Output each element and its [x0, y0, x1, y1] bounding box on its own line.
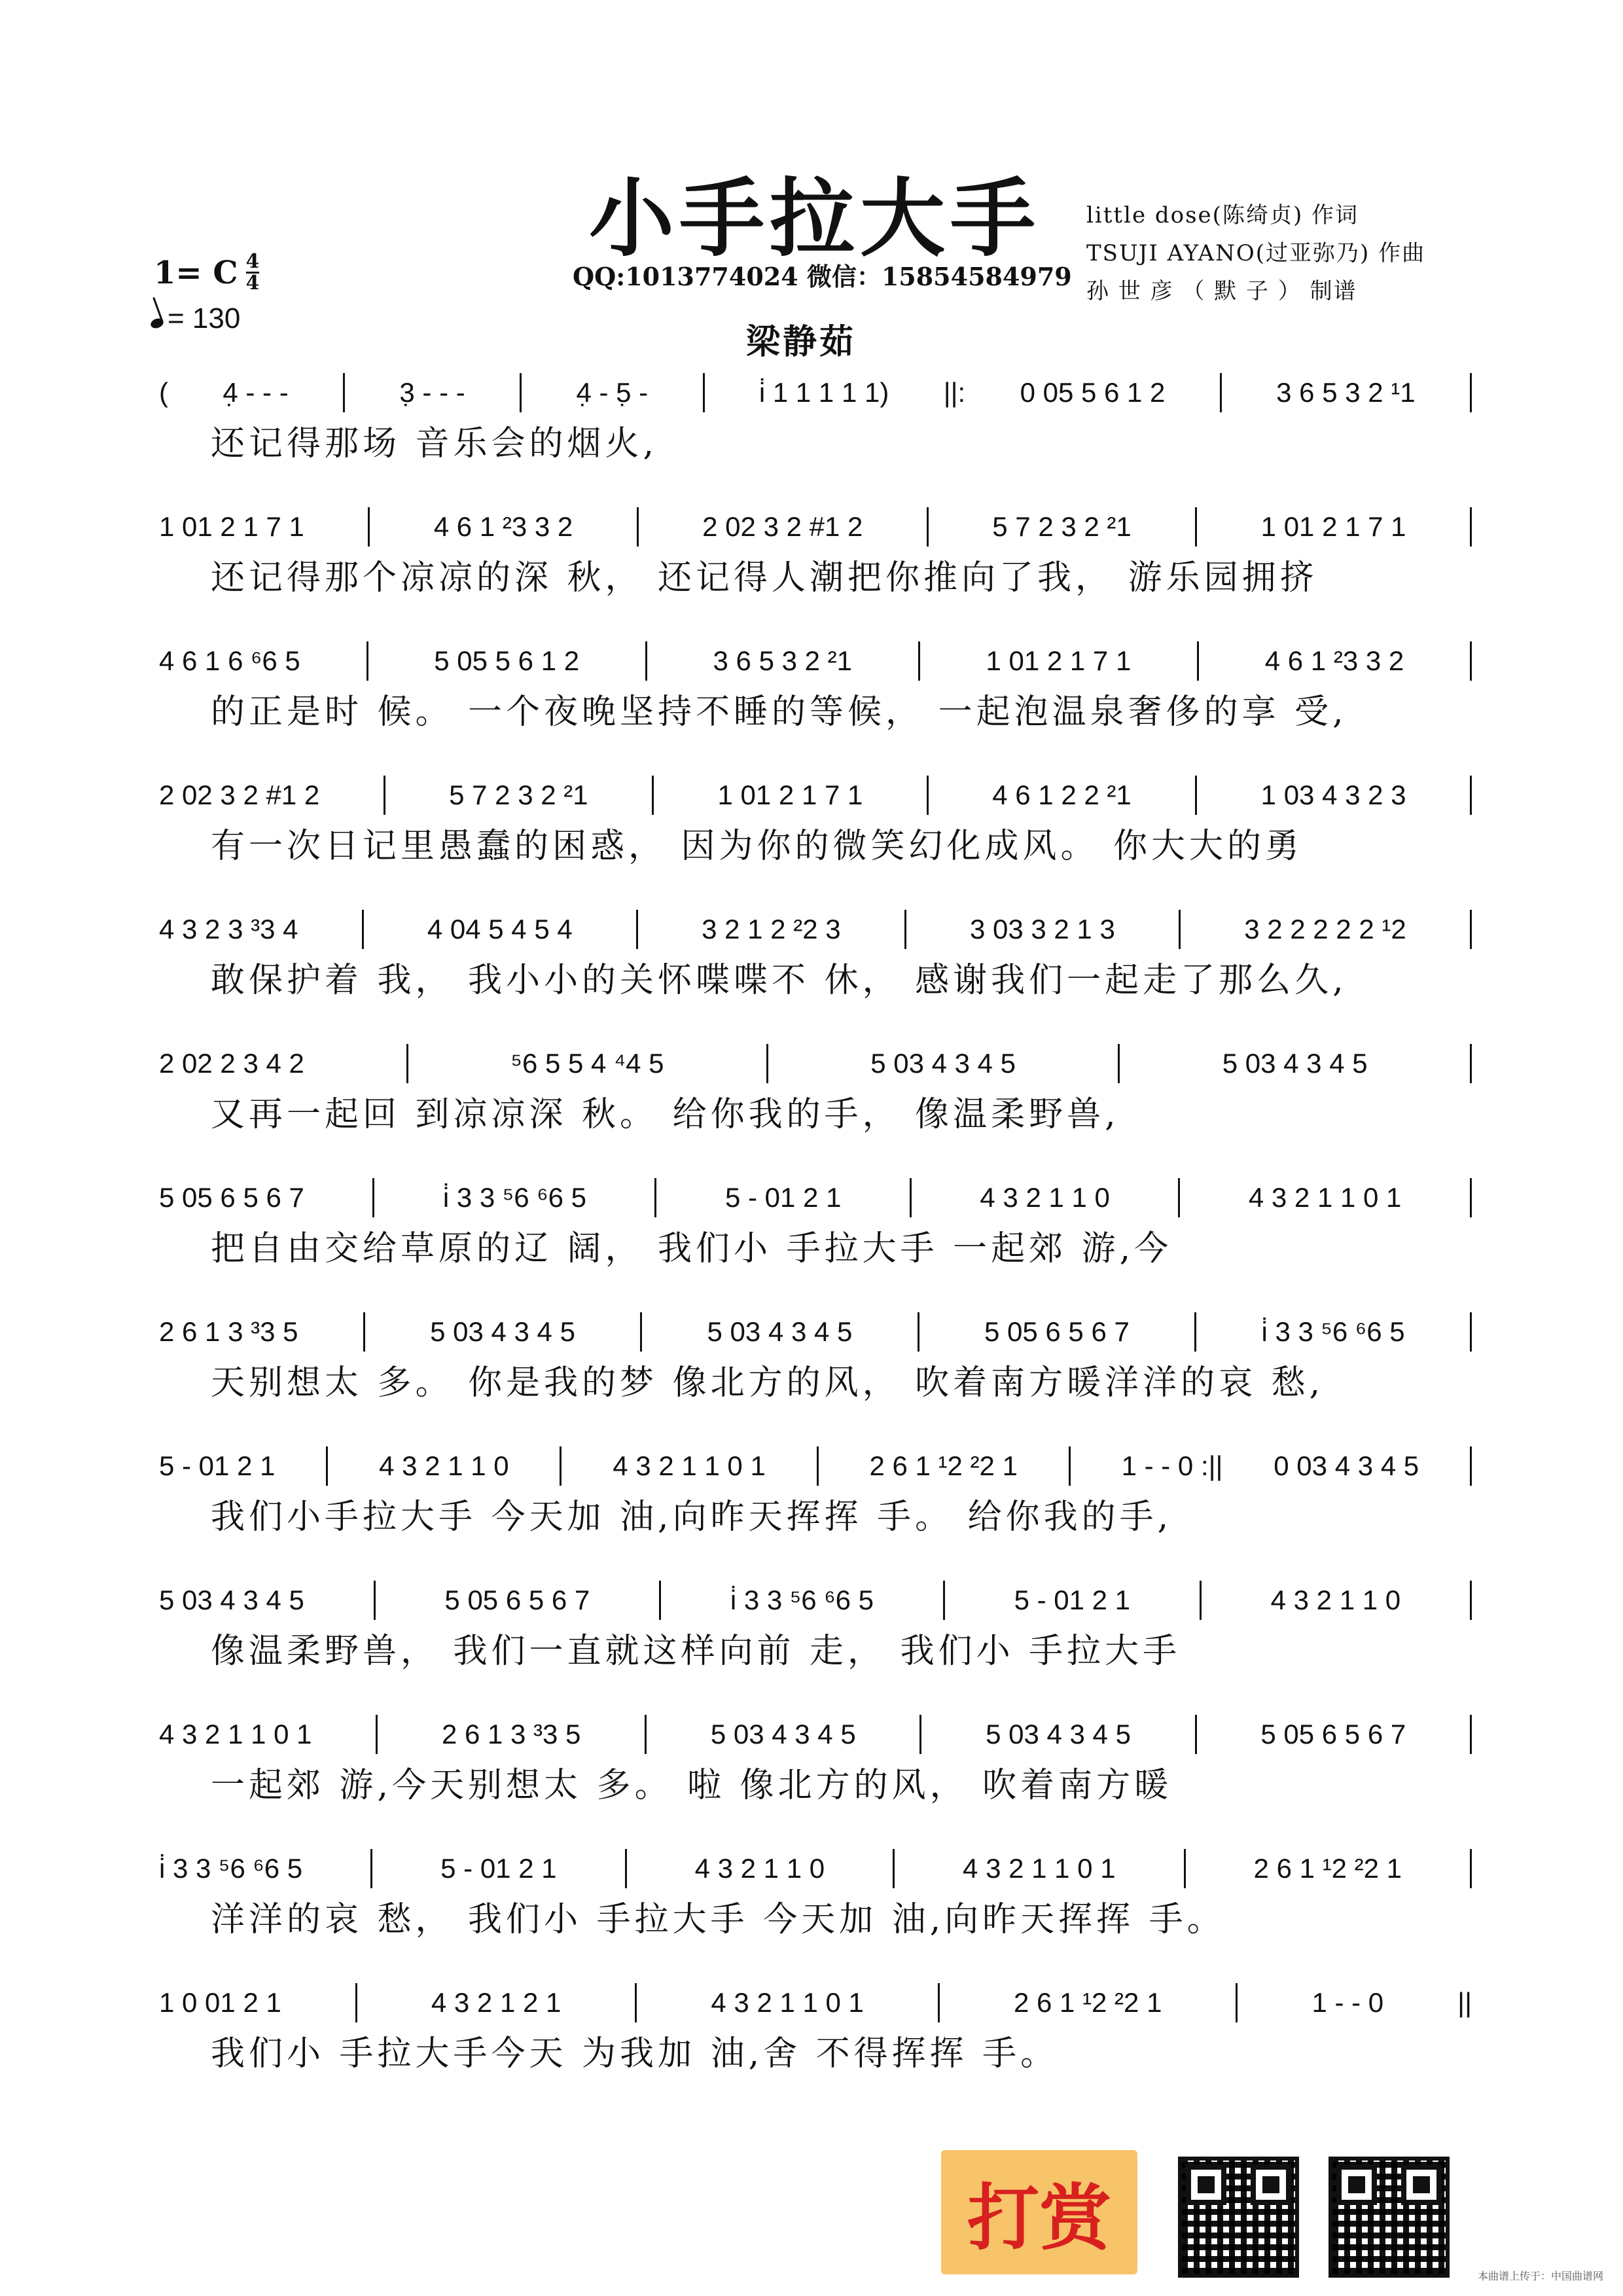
- bar-line: [1470, 1178, 1472, 1217]
- bar-line: [366, 641, 368, 681]
- measure: 4 3 2 1 1 0 1: [1248, 1182, 1402, 1213]
- bar-line: [654, 1178, 656, 1217]
- measure: 5 - 01 2 1: [724, 1182, 842, 1213]
- bar-line: [817, 1446, 819, 1486]
- bar-line: [363, 1312, 365, 1352]
- measure: 5 03 4 3 4 5: [710, 1719, 856, 1749]
- bar-line: [343, 373, 345, 412]
- measure: 5 03 4 3 4 5: [159, 1585, 304, 1615]
- bar-line: [1184, 1849, 1186, 1888]
- score-system: [152, 1044, 1477, 1141]
- quarter-note-icon: [149, 317, 165, 330]
- measure: 2 6 1 ¹2 ²2 1: [1013, 1987, 1162, 2018]
- notation-line: [152, 1715, 1477, 1754]
- measure: 4 3 2 1 1 0 1: [711, 1987, 864, 2018]
- measure: 4 3 2 1 1 0: [379, 1450, 509, 1481]
- score-system: [152, 776, 1477, 872]
- measure: 4̣ - - -: [223, 377, 289, 408]
- measure: 4̣ - 5̣ -: [576, 377, 649, 408]
- score-system: [152, 1312, 1477, 1409]
- reward-button[interactable]: 打赏: [941, 2150, 1137, 2274]
- score-system: [152, 507, 1477, 604]
- bar-line: [1470, 1044, 1472, 1083]
- measure: 1 01 2 1 7 1: [717, 780, 863, 810]
- bar-line: [635, 1983, 637, 2022]
- bar-line: [1470, 776, 1472, 815]
- time-signature-bottom: 4: [245, 272, 260, 295]
- measure: 5 - 01 2 1: [1014, 1585, 1131, 1615]
- measure: ||: [1457, 1987, 1472, 2018]
- qr-code-icon: [1329, 2157, 1450, 2278]
- measure: 5 7 2 3 2 ²1: [449, 780, 588, 810]
- time-signature: [246, 252, 260, 293]
- bar-line: [1470, 1849, 1472, 1888]
- contact-info: QQ:1013774024 微信：15854584979: [573, 262, 1072, 291]
- score-system: [152, 641, 1477, 738]
- lyrics-line: 我们小 手拉大手今天 为我加 油,舍 不得挥挥 手。: [211, 2034, 1059, 2073]
- bar-line: [326, 1446, 328, 1486]
- measure: 5 03 4 3 4 5: [986, 1719, 1131, 1749]
- lyrics-line: 敢保护着 我， 我小小的关怀喋喋不 休， 感谢我们一起走了那么久,: [211, 961, 1347, 1000]
- measure: 4 3 2 1 1 0: [1270, 1585, 1401, 1615]
- bar-line: [1194, 1312, 1196, 1352]
- bar-line: [374, 1581, 376, 1620]
- measure: 4 3 2 1 1 0: [980, 1182, 1110, 1213]
- bar-line: [636, 910, 638, 949]
- score-system: [152, 1983, 1477, 2080]
- measure: 2 02 3 2 #1 2: [159, 780, 320, 810]
- qr-code-icon: [1178, 2157, 1299, 2278]
- lyrics-line: 又再一起回 到凉凉深 秋。 给你我的手， 像温柔野兽,: [211, 1095, 1120, 1134]
- bar-line: [943, 1581, 945, 1620]
- measure: 4 3 2 1 1 0 1: [159, 1719, 312, 1749]
- bar-line: [645, 641, 647, 681]
- measure: 2 6 1 ¹2 ²2 1: [1253, 1853, 1402, 1884]
- bar-line: [362, 910, 364, 949]
- bar-line: [383, 776, 385, 815]
- measure: 5 7 2 3 2 ²1: [992, 511, 1132, 542]
- measure: 1 - - 0 :||: [1121, 1450, 1223, 1481]
- measure: 3 03 3 2 1 3: [969, 914, 1115, 944]
- measure: 4 3 2 1 1 0: [694, 1853, 825, 1884]
- measure: 1 0 01 2 1: [159, 1987, 281, 2018]
- measure: 4 3 2 3 ³3 4: [159, 914, 298, 944]
- measure: 5 03 4 3 4 5: [430, 1316, 575, 1347]
- measure: 5 05 6 5 6 7: [984, 1316, 1130, 1347]
- measure: 1 01 2 1 7 1: [159, 511, 304, 542]
- tempo-value: = 130: [168, 302, 241, 334]
- score-system: [152, 1715, 1477, 1812]
- bar-line: [893, 1849, 895, 1888]
- measure: 4 3 2 1 1 0 1: [613, 1450, 766, 1481]
- bar-line: [703, 373, 705, 412]
- bar-line: [1200, 1581, 1202, 1620]
- composer-credit: TSUJI AYANO(过亚弥乃) 作曲: [1086, 240, 1426, 266]
- measure: 4 3 2 1 2 1: [431, 1987, 562, 2018]
- bar-line: [1470, 507, 1472, 547]
- measure: 5 - 01 2 1: [159, 1450, 276, 1481]
- measure: 3 6 5 3 2 ¹1: [1276, 377, 1416, 408]
- bar-line: [1197, 641, 1199, 681]
- notation-line: [152, 1446, 1477, 1486]
- bar-line: [918, 1312, 919, 1352]
- measure: 3 2 2 2 2 2 ¹2: [1244, 914, 1406, 944]
- score-system: [152, 1178, 1477, 1275]
- measure: 5 05 6 5 6 7: [444, 1585, 590, 1615]
- score-system: [152, 910, 1477, 1007]
- bar-line: [1470, 373, 1472, 412]
- lyrics-line: 像温柔野兽， 我们一直就这样向前 走， 我们小 手拉大手: [211, 1632, 1181, 1671]
- bar-line: [910, 1178, 912, 1217]
- measure: 4 3 2 1 1 0 1: [963, 1853, 1116, 1884]
- bar-line: [1195, 776, 1197, 815]
- measure: 1 - - 0: [1311, 1987, 1384, 2018]
- measure: 3 6 5 3 2 ²1: [713, 645, 853, 676]
- score-system: [152, 1446, 1477, 1543]
- notation-line: [152, 507, 1477, 547]
- bar-line: [637, 507, 639, 547]
- bar-line: [406, 1044, 408, 1083]
- tempo-marking: [151, 302, 240, 335]
- bar-line: [766, 1044, 768, 1083]
- notation-line: [152, 1044, 1477, 1083]
- bar-line: [1179, 910, 1181, 949]
- measure: 0 03 4 3 4 5: [1274, 1450, 1419, 1481]
- bar-line: [1470, 641, 1472, 681]
- measure: 3̣ - - -: [399, 377, 465, 408]
- notation-line: [152, 1178, 1477, 1217]
- score-system: [152, 1849, 1477, 1946]
- bar-line: [1470, 1312, 1472, 1352]
- measure: 5 - 01 2 1: [440, 1853, 557, 1884]
- bar-line: [1195, 507, 1197, 547]
- notation-line: [152, 1983, 1477, 2022]
- bar-line: [560, 1446, 562, 1486]
- lyrics-line: 还记得那个凉凉的深 秋， 还记得人潮把你推向了我， 游乐园拥挤: [211, 558, 1318, 598]
- bar-line: [625, 1849, 627, 1888]
- bar-line: [370, 1849, 372, 1888]
- measure: 4 6 1 2 2 ²1: [992, 780, 1132, 810]
- measure: 5 03 4 3 4 5: [707, 1316, 853, 1347]
- time-signature-top: 4: [245, 250, 260, 273]
- measure: 2 02 3 2 #1 2: [702, 511, 863, 542]
- notation-line: [152, 1849, 1477, 1888]
- measure: 5 05 5 6 1 2: [434, 645, 580, 676]
- measure: 5 03 4 3 4 5: [870, 1048, 1016, 1079]
- bar-line: [520, 373, 522, 412]
- bar-line: [1470, 1446, 1472, 1486]
- measure: 3 2 1 2 ²2 3: [702, 914, 841, 944]
- measure: 4 6 1 6 ⁶6 5: [159, 645, 300, 676]
- bar-line: [1178, 1178, 1180, 1217]
- lyrics-line: 的正是时 候。 一个夜晚坚持不睡的等候， 一起泡温泉奢侈的享 受,: [211, 692, 1347, 732]
- measure: 0 05 5 6 1 2: [1020, 377, 1166, 408]
- lyrics-line: 我们小手拉大手 今天加 油,向昨天挥挥 手。 给你我的手,: [211, 1498, 1173, 1537]
- bar-line: [1470, 910, 1472, 949]
- bar-line: [904, 910, 906, 949]
- bar-line: [927, 776, 929, 815]
- notation-line: [152, 1581, 1477, 1620]
- key-signature: [154, 252, 259, 293]
- notation-line: [152, 641, 1477, 681]
- footer-credit: 本曲谱上传于：中国曲谱网: [1477, 2270, 1603, 2282]
- bar-line: [645, 1715, 647, 1754]
- measure: 5 05 6 5 6 7: [1260, 1719, 1406, 1749]
- measure: i̇ 3 3 ⁵6 ⁶6 5: [730, 1585, 874, 1615]
- bar-line: [1236, 1983, 1238, 2022]
- song-title: 小手拉大手: [589, 168, 1041, 268]
- measure: 5 03 4 3 4 5: [1222, 1048, 1368, 1079]
- measure: ||:: [943, 377, 966, 408]
- measure: i̇ 1 1 1 1 1): [758, 377, 889, 408]
- measure: ⁵6 5 5 4 ⁴4 5: [510, 1048, 664, 1079]
- bar-line: [372, 1178, 374, 1217]
- arranger-credit: 孙 世 彦 （ 默 子 ） 制谱: [1086, 278, 1357, 304]
- bar-line: [1195, 1715, 1197, 1754]
- bar-line: [938, 1983, 940, 2022]
- bar-line: [659, 1581, 661, 1620]
- bar-line: [1220, 373, 1222, 412]
- lyrics-line: 把自由交给草原的辽 阔， 我们小 手拉大手 一起郊 游,今: [211, 1229, 1173, 1268]
- measure: i̇ 3 3 ⁵6 ⁶6 5: [1261, 1316, 1405, 1347]
- score-system: [152, 373, 1477, 470]
- bar-line: [1118, 1044, 1120, 1083]
- notation-line: [152, 776, 1477, 815]
- bar-line: [368, 507, 370, 547]
- measure: 4 6 1 ²3 3 2: [433, 511, 573, 542]
- bar-line: [355, 1983, 357, 2022]
- singer-name: 梁静茹: [746, 322, 857, 362]
- measure: 2 6 1 ¹2 ²2 1: [869, 1450, 1018, 1481]
- measure: 2 02 2 3 4 2: [159, 1048, 304, 1079]
- bar-line: [919, 1715, 921, 1754]
- bar-line: [927, 507, 929, 547]
- key-label: 1= C: [154, 254, 238, 291]
- measure: (: [159, 377, 168, 408]
- notation-line: [152, 910, 1477, 949]
- bar-line: [652, 776, 654, 815]
- bar-line: [640, 1312, 642, 1352]
- bar-line: [376, 1715, 378, 1754]
- lyrics-line: 有一次日记里愚蠢的困惑， 因为你的微笑幻化成风。 你大大的勇: [211, 827, 1304, 866]
- bar-line: [918, 641, 920, 681]
- measure: 5 05 6 5 6 7: [159, 1182, 304, 1213]
- lyrics-line: 洋洋的哀 愁， 我们小 手拉大手 今天加 油,向昨天挥挥 手。: [211, 1900, 1225, 1939]
- lyricist-credit: little dose(陈绮贞) 作词: [1086, 202, 1359, 228]
- notation-line: [152, 373, 1477, 412]
- bar-line: [1470, 1715, 1472, 1754]
- measure: 4 6 1 ²3 3 2: [1264, 645, 1404, 676]
- bar-line: [1069, 1446, 1071, 1486]
- measure: 2 6 1 3 ³3 5: [159, 1316, 298, 1347]
- lyrics-line: 一起郊 游,今天别想太 多。 啦 像北方的风， 吹着南方暖: [211, 1766, 1173, 1805]
- credits: [1086, 196, 1425, 310]
- bar-line: [1470, 1581, 1472, 1620]
- measure: i̇ 3 3 ⁵6 ⁶6 5: [442, 1182, 586, 1213]
- notation-line: [152, 1312, 1477, 1352]
- score-system: [152, 1581, 1477, 1677]
- measure: 1 01 2 1 7 1: [1260, 511, 1406, 542]
- measure: 1 01 2 1 7 1: [986, 645, 1132, 676]
- measure: 4 04 5 4 5 4: [427, 914, 573, 944]
- measure: 2 6 1 3 ³3 5: [441, 1719, 581, 1749]
- measure: 1 03 4 3 2 3: [1260, 780, 1406, 810]
- measure: i̇ 3 3 ⁵6 ⁶6 5: [159, 1853, 303, 1884]
- lyrics-line: 天别想太 多。 你是我的梦 像北方的风， 吹着南方暖洋洋的哀 愁,: [211, 1363, 1325, 1403]
- lyrics-line: 还记得那场 音乐会的烟火,: [211, 424, 658, 463]
